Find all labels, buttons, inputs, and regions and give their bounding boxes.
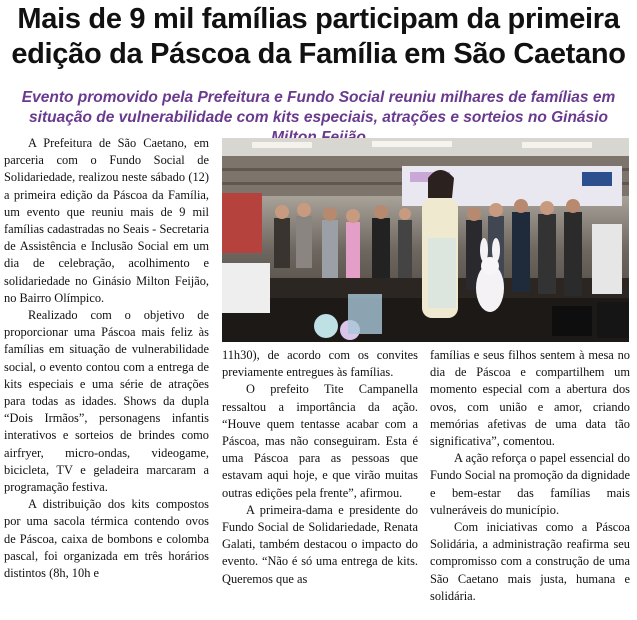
paragraph: Com iniciativas como a Páscoa Solidária, a administração reafirma seu compromisso com a construção de uma São Caetano mais justa, humana e solidária. xyxy=(430,520,630,603)
paragraph: famílias e seus filhos sentem à mesa no dia de Páscoa e compartilhem um momento especial com a abertura dos ovos, com união e amor, criando memórias afetivas de uma data tão significativa”, comentou. xyxy=(430,348,630,449)
paragraph: A Prefeitura de São Caetano, em parceria com o Fundo Social de Solidariedade, realizou neste sábado (12) a primeira edição da Páscoa da Família, um evento que reuniu mais de 9 mil famílias cadastradas no Seais - Secretaria de Assistência e Inclusão Social em um dia de celebração, acolhimento e solidariedade no Ginásio Milton Feijão, no Bairro Olímpico. xyxy=(4,136,209,305)
paragraph: A distribuição dos kits compostos por uma sacola térmica contendo ovos de Páscoa, caixa de bombons e colomba pascal, foi organizada em três horários distintos (8h, 10h e xyxy=(4,497,209,581)
paragraph: A ação reforça o papel essencial do Fundo Social na promoção da dignidade e bem-estar das famílias mais vulneráveis do município. xyxy=(430,451,630,517)
article-column-1 xyxy=(4,135,209,582)
paragraph: A primeira-dama e presidente do Fundo Social de Solidariedade, Renata Galati, também destacou o impacto do evento. “Não é só uma entrega de kits. Queremos que as xyxy=(222,502,418,586)
paragraph: 11h30), de acordo com os convites previamente entregues às famílias. xyxy=(222,348,418,380)
article-column-2 xyxy=(222,347,418,588)
event-photo-illustration xyxy=(222,138,629,342)
paragraph: Realizado com o objetivo de proporcionar uma Páscoa mais feliz às famílias em situação de vulnerabilidade social, o evento contou com a entrega de kits especiais e uma série de atrações para todas as idades. Shows da dupla “Dois Irmãos”, personagens infantis interativos e sorteios de brindes como airfryer, micro-ondas, videogame, bicicleta, TV e geladeira marcaram a programação festiva. xyxy=(4,308,209,495)
subheadline: Evento promovido pela Prefeitura e Fundo Social reuniu milhares de famílias em situação de vulnerabilidade com kits especiais, atrações e sorteios no Ginásio xyxy=(21,89,616,126)
paragraph: O prefeito Tite Campanella ressaltou a importância da ação. “Houve quem tentasse acabar com a Páscoa, mas não conseguiram. Esta é uma Páscoa para as pessoas que estavam aqui hoje, e que virão muitas outras edições pela frente”, afirmou. xyxy=(222,382,418,500)
event-photo xyxy=(222,138,629,342)
article-column-3 xyxy=(430,347,630,605)
headline: Mais de 9 mil famílias participam da primeira edição da Páscoa da Família em São Caetano xyxy=(11,3,626,70)
